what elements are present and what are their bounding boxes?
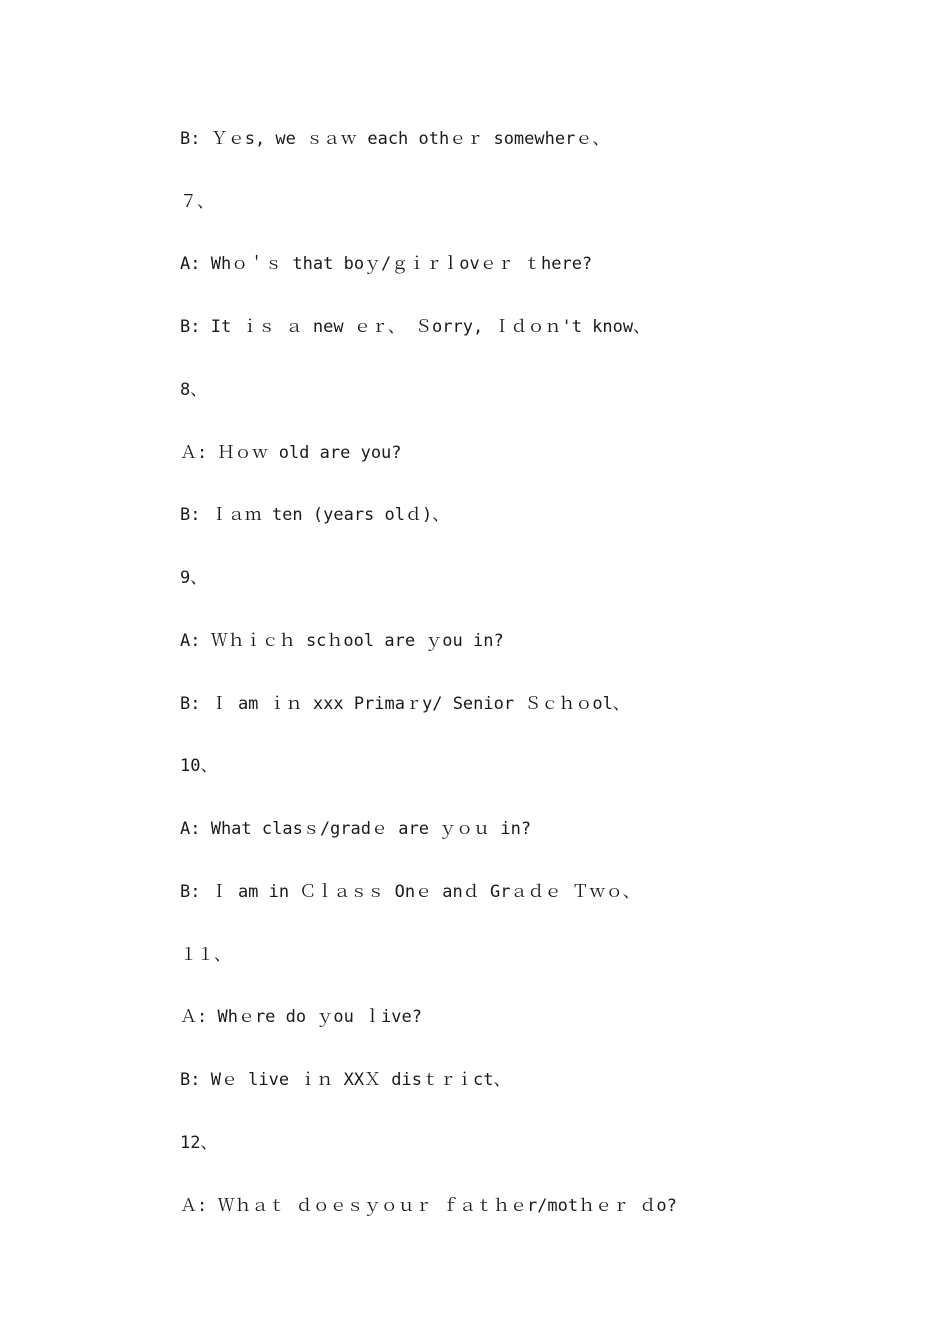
text-line: B: It ｉｓ ａ new ｅｒ、 Ｓorry, Ｉｄｏｎ't know、 bbox=[180, 317, 651, 337]
text-line: Ａ: Whｅre do ｙou ｌive? bbox=[180, 1007, 422, 1027]
text-line: A: Whｏ＇ｓ that boｙ/ｇｉｒｌovｅｒ ｔhere? bbox=[180, 254, 593, 274]
section-number: 8、 bbox=[180, 380, 208, 400]
text-line: B: Ｉ am ｉｎ xxx Primaｒy/ Senior Ｓｃｈｏol、 bbox=[180, 694, 630, 714]
text-line: B: Ｙｅs, we ｓａｗ each othｅｒ somewherｅ、 bbox=[180, 129, 610, 149]
text-line: B: Ｉａｍ ten (years olｄ)、 bbox=[180, 505, 450, 525]
text-line: Ａ: Ｈｏｗ old are you? bbox=[180, 443, 402, 463]
text-line: Ａ: Ｗｈａｔ ｄｏｅｓｙｏｕｒ ｆａｔｈｅr/motｈｅｒ ｄo? bbox=[180, 1196, 677, 1216]
text-line: A: Ｗｈｉｃｈ scｈool are ｙou in? bbox=[180, 631, 504, 651]
section-number: 12、 bbox=[180, 1133, 218, 1153]
section-number: 10、 bbox=[180, 756, 218, 776]
text-line: B: Ｉ am in Ｃｌａｓｓ Onｅ anｄ Grａｄｅ Ｔｗｏ、 bbox=[180, 882, 640, 902]
text-line: B: Wｅ live ｉｎ XXＸ disｔｒｉct、 bbox=[180, 1070, 511, 1090]
section-number: ７、 bbox=[180, 192, 214, 212]
section-number: １１、 bbox=[180, 945, 231, 965]
text-line: A: What clasｓ/gradｅ are ｙｏｕ in? bbox=[180, 819, 532, 839]
section-number: 9、 bbox=[180, 568, 208, 588]
